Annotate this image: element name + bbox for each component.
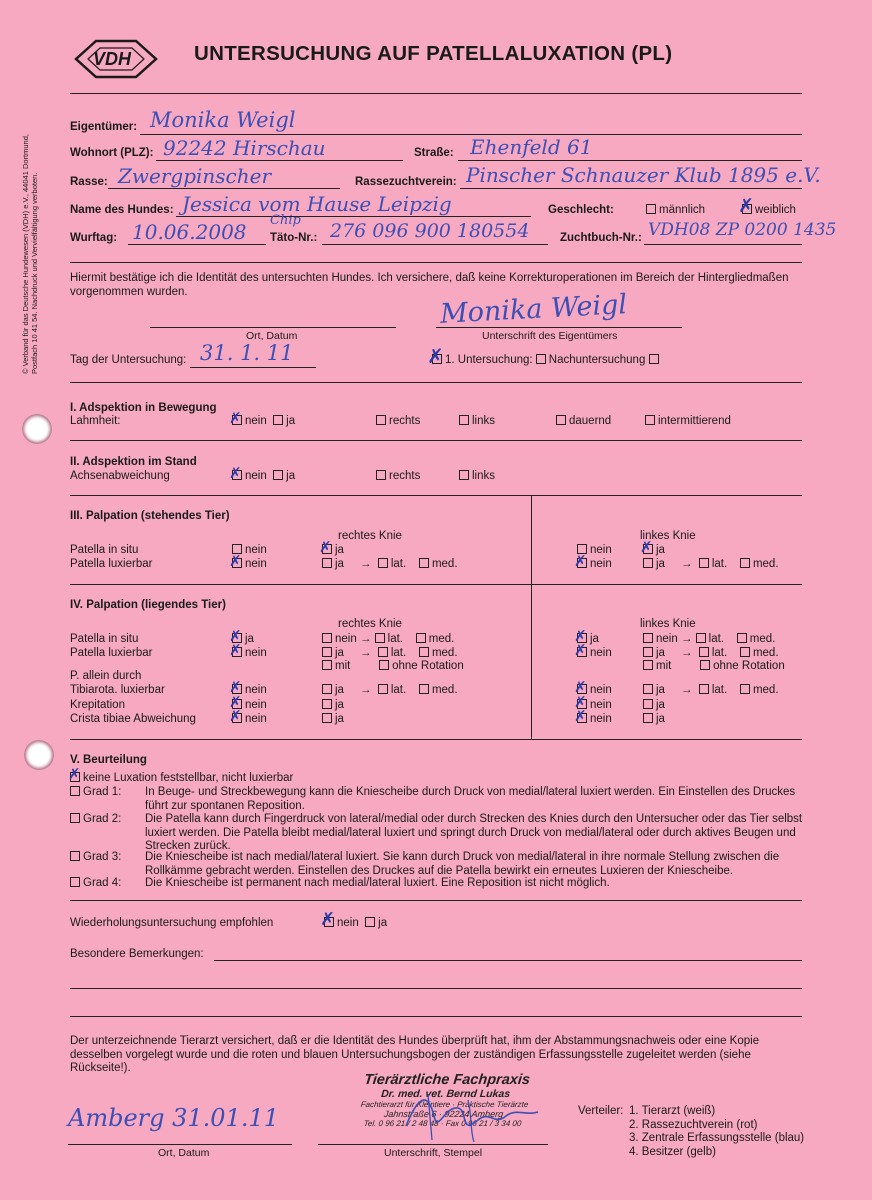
sec1-right[interactable]	[376, 415, 420, 427]
arrow-icon: →	[359, 647, 372, 659]
tattoo-value[interactable]: 276 096 900 180554	[330, 220, 530, 242]
sec4-l-lux-opts[interactable]	[643, 647, 779, 659]
sec4-l-tibia-opts[interactable]	[643, 684, 779, 696]
vdh-logo	[74, 38, 158, 80]
opt-ja: ja	[590, 633, 599, 645]
sec3-right-knee: rechtes Knie	[338, 530, 402, 542]
opt-rechts: rechts	[389, 470, 421, 482]
sec4-r-crista-ja[interactable]	[322, 713, 344, 725]
opt-mit: mit	[656, 660, 672, 672]
opt-med: med.	[428, 633, 455, 645]
sec4-r-tibia-nein-check-icon: ✗	[229, 678, 242, 696]
stamp-line-2: Dr. med. vet. Bernd Lukas	[380, 1088, 511, 1100]
sec2-nein-check-icon: ✗	[229, 464, 242, 482]
owner-declaration: Hiermit bestätige ich die Identität des untersuchten Hundes. Ich versichere, daß keine Korrekturoperationen im Bereich der Hintergliedmaßen vorgenommen wurden.	[70, 272, 789, 298]
grade4-option[interactable]	[70, 877, 121, 889]
opt-med: med.	[752, 558, 779, 570]
arrow-icon: →	[359, 633, 372, 645]
opt-lat: lat.	[390, 684, 407, 696]
sec4-r-tibia-opts[interactable]	[322, 684, 458, 696]
opt-ja: ja	[656, 558, 665, 570]
opt-nein: nein	[656, 633, 678, 645]
sec4-r-lux-opts[interactable]	[322, 647, 458, 659]
repeat-label: Wiederholungsuntersuchung empfohlen	[70, 917, 274, 929]
opt-nein: nein	[590, 713, 612, 725]
opt-nein: nein	[245, 544, 267, 556]
remarks-label: Besondere Bemerkungen:	[70, 948, 204, 960]
chip-note: Chip	[270, 213, 301, 228]
opt-nein: nein	[245, 647, 267, 659]
litter-value[interactable]: 10.06.2008	[132, 220, 247, 244]
arrow-icon: →	[359, 684, 372, 696]
place-date-label: Ort, Datum	[246, 330, 298, 342]
sec4-row-palone: P. allein durch	[70, 670, 142, 682]
distribution-list	[629, 1105, 804, 1159]
opt-ja: ja	[656, 699, 665, 711]
sec1-nein-check-icon: ✗	[229, 409, 242, 427]
opt-nein: nein	[590, 558, 612, 570]
sec2-left[interactable]	[459, 470, 495, 482]
opt-nein: nein	[245, 415, 267, 427]
opt-lat: lat.	[711, 558, 728, 570]
sec4-right-knee: rechtes Knie	[338, 618, 402, 630]
sec3-l-situ-ja-check-icon: ✗	[640, 538, 653, 556]
sec4-l-krep-nein-check-icon: ✗	[574, 693, 587, 711]
grade2-option[interactable]	[70, 813, 121, 825]
sec4-l-tibia-nein-check-icon: ✗	[574, 678, 587, 696]
vet-declaration: Der unterzeichnende Tierarzt versichert, daß er die Identität des Hundes überprüft hat, ihm der Abstammungsnachweis oder eine Kopie desselben vorgelegt wurde und die roten und blauen Untersuchungsbogen der zuständigen Erfassungsstelle zugeleitet werden (siehe Rückseite!).	[70, 1035, 760, 1074]
opt-ja: ja	[656, 647, 665, 659]
studbook-label: Zuchtbuch-Nr.:	[560, 232, 642, 244]
studbook-value[interactable]: VDH08 ZP 0200 1435	[648, 220, 837, 240]
arrow-icon: →	[359, 558, 372, 570]
grade1-text: In Beuge- und Streckbewegung kann die Kniescheibe durch Druck von medial/lateral luxiert werden. Ein Einstellen des Druckes führt zur spontanen Reposition.	[145, 786, 796, 812]
street-value[interactable]: Ehenfeld 61	[470, 135, 593, 159]
opt-ja: ja	[245, 633, 254, 645]
sec3-title: III. Palpation (stehendes Tier)	[70, 510, 230, 522]
sec1-left[interactable]	[459, 415, 495, 427]
opt-ja: ja	[378, 917, 388, 929]
bottom-place-date[interactable]: Amberg 31.01.11	[68, 1104, 279, 1132]
sec3-left-knee: linkes Knie	[640, 530, 696, 542]
stamp-line-1: Tierärztliche Fachpraxis	[363, 1072, 531, 1088]
sex-male-option[interactable]	[646, 204, 705, 216]
vet-signature	[398, 1086, 548, 1146]
exam-repeat-label: Nachuntersuchung	[548, 354, 646, 366]
side-copyright-line-1: © Verband für das Deutsche Hundewesen (VDH) e.V., 44041 Dortmund,	[21, 134, 30, 374]
opt-nein: nein	[337, 917, 359, 929]
sec4-row-krep: Krepitation	[70, 699, 125, 711]
sec1-row-lameness: Lahmheit:	[70, 415, 121, 427]
exam-first-check-icon: ✗	[427, 344, 444, 368]
arrow-icon: →	[680, 633, 693, 645]
sec5-none-check-icon: ✗	[68, 765, 81, 783]
opt-ja: ja	[286, 415, 296, 427]
grade4-text: Die Kniescheibe ist permanent nach medial/lateral luxiert. Eine Reposition ist nicht möglich.	[145, 877, 610, 889]
sex-male-label: männlich	[659, 204, 706, 216]
stamp-line-3: Fachtierarzt für Kleintiere · Praktische Tierärzte	[360, 1100, 529, 1109]
opt-nein: nein	[590, 684, 612, 696]
street-label: Straße:	[414, 147, 454, 159]
sec3-l-lux-nein-check-icon: ✗	[574, 552, 587, 570]
side-copyright	[21, 74, 39, 374]
opt-lat: lat.	[711, 647, 728, 659]
dogname-label: Name des Hundes:	[70, 204, 174, 216]
bottom-signature-label: Unterschrift, Stempel	[384, 1147, 483, 1159]
owner-signature[interactable]: Monika Weigl	[439, 289, 628, 330]
distribution-item: 1. Tierarzt (weiß)	[629, 1105, 716, 1117]
tattoo-label: Täto-Nr.:	[270, 232, 318, 244]
litter-label: Wurftag:	[70, 232, 118, 244]
opt-links: links	[472, 415, 496, 427]
grade1-option[interactable]	[70, 786, 121, 798]
opt-nein: nein	[245, 699, 267, 711]
sex-female-check-icon: ✗	[738, 195, 754, 217]
grade1-label: Grad 1:	[83, 786, 122, 798]
sec5-title: V. Beurteilung	[70, 754, 147, 766]
exam-day-value[interactable]: 31. 1. 11	[200, 341, 294, 365]
opt-med: med.	[752, 647, 779, 659]
sec1-permanent[interactable]	[556, 415, 611, 427]
opt-lat: lat.	[708, 633, 724, 645]
opt-mit: mit	[335, 660, 351, 672]
sec1-intermittent[interactable]	[645, 415, 731, 427]
distribution-item: 2. Rassezuchtverein (rot)	[629, 1118, 758, 1131]
sec4-l-crista-ja[interactable]	[643, 713, 665, 725]
distribution-item: 4. Besitzer (gelb)	[629, 1145, 716, 1158]
opt-nein: nein	[245, 684, 267, 696]
exam-first-label: 1. Untersuchung:	[445, 354, 533, 366]
arrow-icon: →	[680, 684, 693, 696]
opt-nein: nein	[335, 633, 357, 645]
sec4-r-krep-nein-check-icon: ✗	[229, 693, 242, 711]
opt-nein: nein	[245, 470, 267, 482]
arrow-icon: →	[680, 558, 693, 570]
sec4-r-rot-opts[interactable]	[322, 660, 464, 672]
sec4-title: IV. Palpation (liegendes Tier)	[70, 599, 226, 611]
opt-ja: ja	[335, 699, 344, 711]
club-label: Rassezuchtverein:	[355, 176, 457, 188]
sec1-title: I. Adspektion in Bewegung	[70, 402, 217, 414]
residence-label: Wohnort (PLZ):	[70, 147, 154, 159]
sec4-l-krep-ja[interactable]	[643, 699, 665, 711]
opt-lat: lat.	[390, 647, 407, 659]
opt-ja: ja	[335, 684, 344, 696]
side-copyright-line-2: Postfach 10 41 54. Nachdruck und Vervielfältigung verboten.	[30, 172, 39, 374]
opt-ohne-rotation: ohne Rotation	[392, 660, 464, 672]
arrow-icon: →	[680, 647, 693, 659]
logo-text: VDH	[93, 49, 132, 69]
sec4-row-lux: Patella luxierbar	[70, 647, 153, 659]
opt-med: med.	[749, 633, 776, 645]
sec4-r-krep-ja[interactable]	[322, 699, 344, 711]
sec4-l-situ-ja-check-icon: ✗	[574, 627, 587, 645]
grade2-text: Die Patella kann durch Fingerdruck von lateral/medial oder durch Strecken des Knies durch den Untersucher oder das Tier selbst luxiert werden. Die Patella bleibt medial/lateral luxiert und springt durch Druck von medial/lateral oder durch aktives Beugen und Strecken zurück.	[145, 813, 803, 852]
opt-ohne-rotation: ohne Rotation	[713, 660, 785, 672]
opt-nein: nein	[245, 558, 267, 570]
opt-ja: ja	[335, 558, 344, 570]
sec4-row-tibia: Tibiarota. luxierbar	[70, 684, 165, 696]
bottom-place-label: Ort, Datum	[158, 1147, 210, 1159]
sec3-l-lux-opts[interactable]	[643, 558, 779, 570]
sec5-none-label: keine Luxation feststellbar, nicht luxierbar	[83, 772, 294, 784]
opt-med: med.	[431, 647, 458, 659]
opt-med: med.	[752, 684, 779, 696]
sec2-title: II. Adspektion im Stand	[70, 456, 197, 468]
sec4-l-lux-nein-check-icon: ✗	[574, 641, 587, 659]
punch-hole-top	[22, 414, 52, 444]
opt-lat: lat.	[711, 684, 728, 696]
opt-ja: ja	[286, 470, 296, 482]
opt-dauernd: dauernd	[569, 415, 612, 427]
sec4-row-situ: Patella in situ	[70, 633, 139, 645]
grade2-label: Grad 2:	[83, 813, 122, 825]
sec2-row: Achsenabweichung	[70, 470, 170, 482]
sec4-left-knee: linkes Knie	[640, 618, 696, 630]
sec4-r-lux-nein-check-icon: ✗	[229, 641, 242, 659]
breed-label: Rasse:	[70, 176, 108, 188]
stamp-line-5: Tel. 0 96 21 / 2 48 48 · Fax 0 96 21 / 3 34 00	[363, 1119, 522, 1128]
sec4-l-situ-opts[interactable]	[643, 633, 775, 645]
punch-hole-bottom	[24, 740, 54, 770]
sex-label: Geschlecht:	[548, 204, 614, 216]
repeat-nein-check-icon: ✗	[320, 909, 336, 930]
sec4-l-rot-opts[interactable]	[643, 660, 785, 672]
opt-ja: ja	[335, 544, 344, 556]
opt-nein: nein	[245, 713, 267, 725]
stamp-line-4: Jahnstraße 6 · 92224 Amberg	[383, 1109, 504, 1119]
grade3-label: Grad 3:	[83, 851, 122, 863]
sec4-r-crista-nein-check-icon: ✗	[229, 707, 242, 725]
sec3-r-lux-nein-check-icon: ✗	[229, 552, 242, 570]
opt-nein: nein	[590, 544, 612, 556]
sec4-r-situ-ja-check-icon: ✗	[229, 627, 242, 645]
sec2-right[interactable]	[376, 470, 420, 482]
club-value[interactable]: Pinscher Schnauzer Klub 1895 e.V.	[466, 163, 821, 187]
exam-first-option[interactable]	[432, 354, 662, 366]
grade4-label: Grad 4:	[83, 877, 122, 889]
distribution-label: Verteiler:	[578, 1105, 624, 1117]
breed-value[interactable]: Zwergpinscher	[118, 164, 272, 188]
opt-ja: ja	[656, 544, 665, 556]
opt-ja: ja	[656, 713, 665, 725]
opt-lat: lat.	[390, 558, 407, 570]
opt-nein: nein	[590, 699, 612, 711]
opt-ja: ja	[335, 713, 344, 725]
grade3-text: Die Kniescheibe ist nach medial/lateral luxiert. Sie kann durch Druck von medial/lateral in ihre normale Stellung zwischen die Rollkämme gebracht werden. Einstellen des Druckes auf die Patella bewirkt ein erneutes Luxieren der Kniescheibe.	[145, 851, 780, 877]
opt-nein: nein	[590, 647, 612, 659]
owner-label: Eigentümer:	[70, 121, 138, 133]
sec3-row-lux: Patella luxierbar	[70, 558, 153, 570]
sec4-l-crista-nein-check-icon: ✗	[574, 707, 587, 725]
sex-female-label: weiblich	[755, 204, 796, 216]
sec4-r-situ-opts[interactable]	[322, 633, 454, 645]
form-title: UNTERSUCHUNG AUF PATELLALUXATION (PL)	[194, 42, 673, 65]
opt-ja: ja	[656, 684, 665, 696]
sec3-row-situ: Patella in situ	[70, 544, 139, 556]
owner-value[interactable]: Monika Weigl	[150, 108, 296, 132]
opt-ja: ja	[335, 647, 344, 659]
opt-intermittierend: intermittierend	[658, 415, 731, 427]
sec4-row-crista: Crista tibiae Abweichung	[70, 713, 196, 725]
sec5-none-option[interactable]	[70, 772, 293, 784]
grade3-option[interactable]	[70, 851, 121, 863]
distribution-item: 3. Zentrale Erfassungsstelle (blau)	[629, 1132, 805, 1144]
opt-med: med.	[431, 558, 458, 570]
sec3-r-lux-opts[interactable]	[322, 558, 458, 570]
opt-med: med.	[431, 684, 458, 696]
exam-day-label: Tag der Untersuchung:	[70, 354, 187, 366]
dogname-value[interactable]: Jessica vom Hause Leipzig	[182, 192, 452, 216]
opt-links: links	[472, 470, 496, 482]
owner-signature-label: Unterschrift des Eigentümers	[482, 330, 618, 342]
opt-lat: lat.	[387, 633, 403, 645]
opt-rechts: rechts	[389, 415, 421, 427]
residence-value[interactable]: 92242 Hirschau	[163, 136, 326, 160]
sec3-r-situ-ja-check-icon: ✗	[319, 538, 332, 556]
